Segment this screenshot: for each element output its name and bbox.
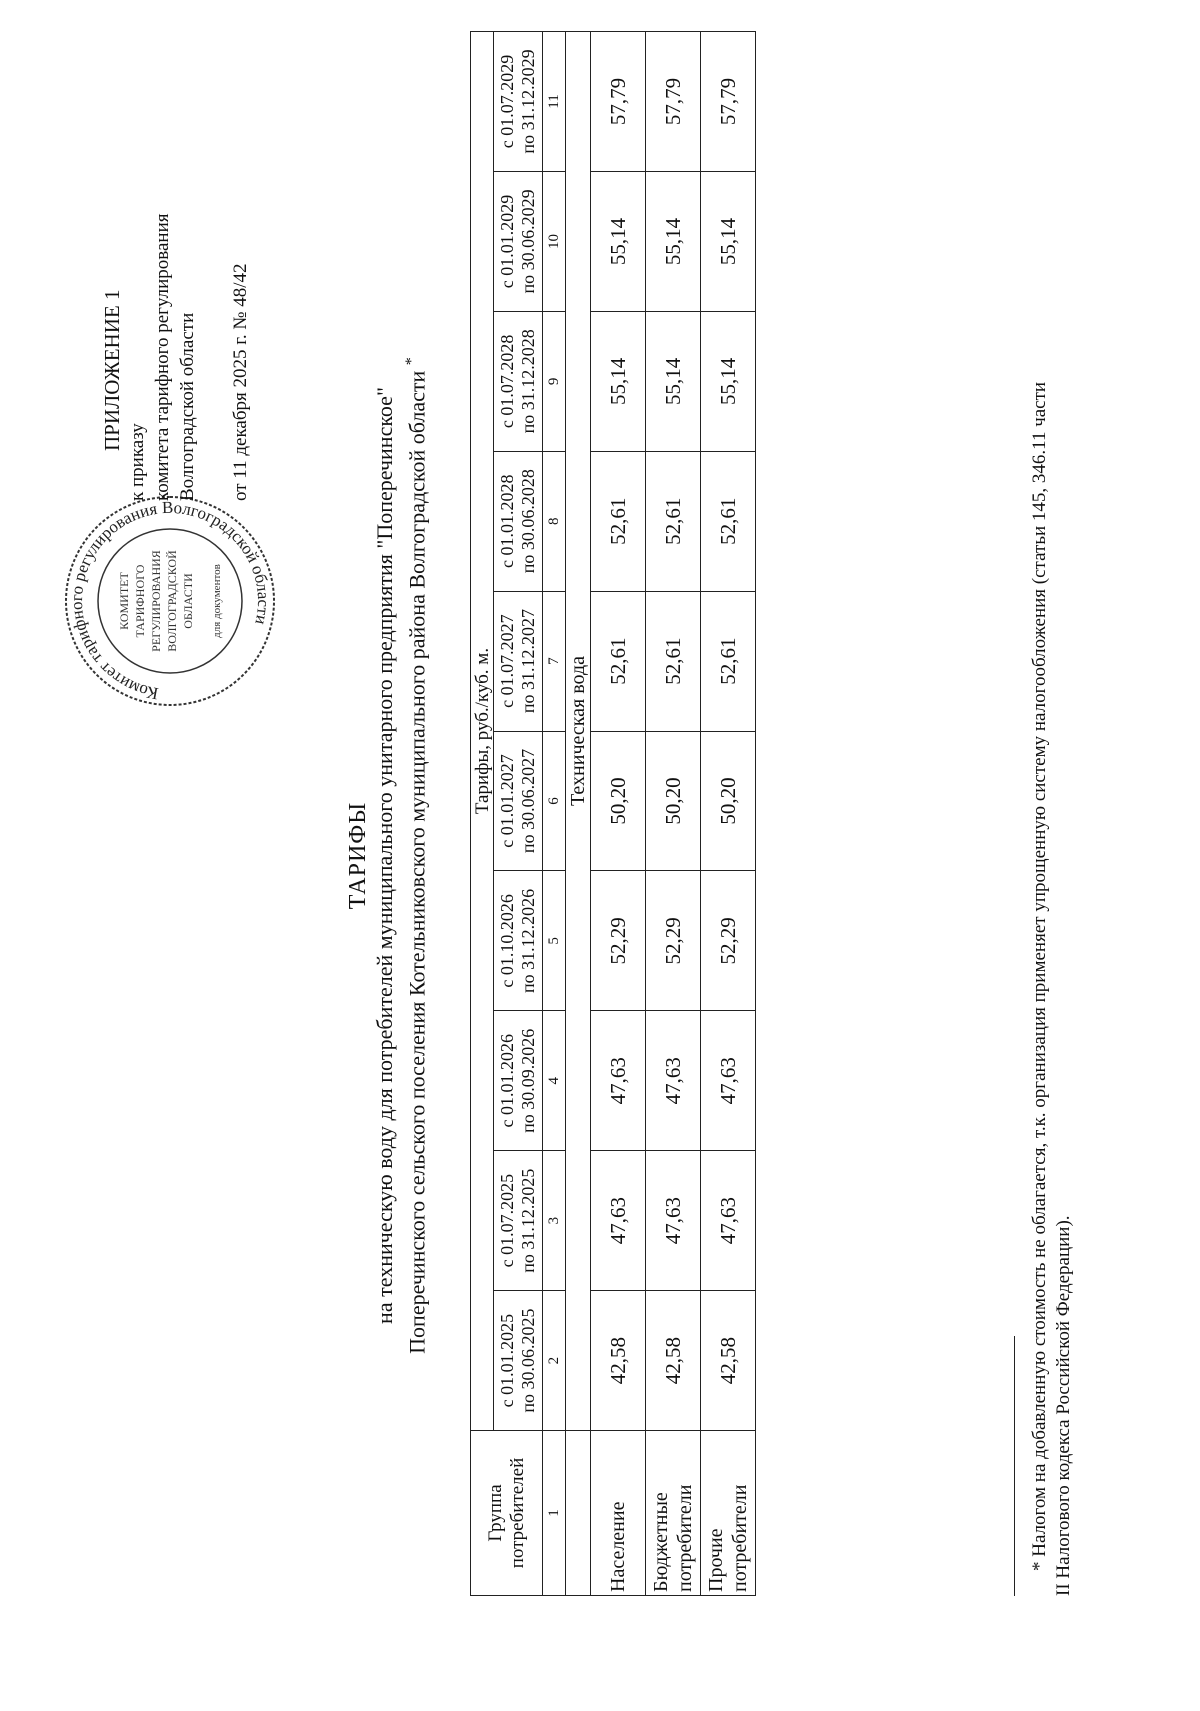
tariff-value-cell: 42,58	[591, 1291, 646, 1431]
column-number-cell: 1	[543, 1431, 566, 1596]
subtitle-text: Поперечинского сельского поселения Котельниковского муниципального района Волгоградской области	[404, 370, 430, 1354]
consumer-group-cell: Прочие потребители	[701, 1431, 756, 1596]
tariff-value-cell: 52,61	[646, 591, 701, 731]
tariff-value-cell: 50,20	[646, 731, 701, 871]
appendix-header	[100, 81, 253, 501]
period-to: по 31.12.2028	[518, 329, 538, 434]
document-title-block	[345, 0, 430, 1711]
appendix-title: ПРИЛОЖЕНИЕ 1	[100, 289, 124, 451]
document-subtitle-line2	[398, 0, 430, 1711]
period-to: по 30.06.2027	[518, 748, 538, 854]
footnote-divider	[1014, 1336, 1015, 1596]
stamp-inner-line: ОБЛАСТИ	[181, 573, 195, 629]
column-number-cell: 2	[543, 1291, 566, 1431]
tariff-value-cell: 55,14	[591, 171, 646, 311]
stamp-outer-text: Комитет тарифного регулирования Волгоградской области	[66, 497, 274, 704]
footnote	[1028, 36, 1076, 1596]
table-row	[591, 32, 646, 1596]
official-stamp	[60, 491, 280, 711]
tariff-value-cell: 50,20	[591, 731, 646, 871]
period-from: с 01.07.2029	[497, 54, 517, 149]
column-number-cell: 11	[543, 32, 566, 172]
footnote-mark: *	[403, 357, 420, 366]
stamp-inner-line: КОМИТЕТ	[117, 572, 131, 630]
tariff-value-cell: 57,79	[701, 32, 756, 172]
period-header-cell	[494, 731, 543, 871]
tariff-value-cell: 47,63	[646, 1011, 701, 1151]
tariff-value-cell: 47,63	[591, 1011, 646, 1151]
appendix-line: к приказу	[127, 423, 148, 501]
period-from: с 01.07.2025	[497, 1173, 517, 1268]
section-row	[566, 32, 591, 1596]
stamp-inner-line: ВОЛГОГРАДСКОЙ	[165, 550, 179, 652]
document-subtitle: на техническую воду для потребителей муниципального унитарного предприятия "Поперечинское"	[372, 387, 397, 1324]
tariff-value-cell: 47,63	[701, 1011, 756, 1151]
period-header-cell	[494, 1011, 543, 1151]
tariff-value-cell: 52,61	[701, 451, 756, 591]
period-header-cell	[494, 871, 543, 1011]
period-to: по 31.12.2025	[518, 1168, 538, 1273]
period-header-cell	[494, 451, 543, 591]
consumer-group-cell: Население	[591, 1431, 646, 1596]
table-row	[646, 32, 701, 1596]
tariff-value-cell: 52,61	[591, 591, 646, 731]
column-number-cell: 7	[543, 591, 566, 731]
period-to: по 30.09.2026	[518, 1028, 538, 1133]
section-title: Техническая вода	[566, 32, 591, 1431]
period-from: с 01.01.2028	[497, 474, 517, 568]
tariff-value-cell: 42,58	[646, 1291, 701, 1431]
period-header-cell	[494, 32, 543, 172]
column-number-cell: 10	[543, 171, 566, 311]
period-to: по 30.06.2028	[518, 469, 538, 574]
tariff-value-cell: 52,29	[646, 871, 701, 1011]
column-number-cell: 3	[543, 1151, 566, 1291]
period-header-cell	[494, 171, 543, 311]
column-number-cell: 5	[543, 871, 566, 1011]
tariff-value-cell: 52,29	[591, 871, 646, 1011]
appendix-date: от 11 декабря 2025 г. № 48/42	[230, 263, 251, 501]
document-title: ТАРИФЫ	[345, 801, 371, 910]
footnote-line: * Налогом на добавленную стоимость не облагается, т.к. организация применяет упрощенную систему налогообложения (статьи 145, 346.11 части	[1029, 381, 1050, 1571]
period-from: с 01.01.2027	[497, 754, 517, 848]
appendix-line: Волгоградской области	[177, 312, 198, 501]
tariff-value-cell: 55,14	[646, 311, 701, 451]
section-empty-cell	[566, 1431, 591, 1596]
tariff-value-cell: 55,14	[591, 311, 646, 451]
period-from: с 01.01.2029	[497, 194, 517, 289]
column-number-cell: 6	[543, 731, 566, 871]
group-column-header: Группа потребителей	[471, 1431, 543, 1596]
tariff-header: Тарифы, руб./куб. м.	[471, 32, 494, 1431]
column-number-cell: 4	[543, 1011, 566, 1151]
table-header-row	[471, 32, 494, 1596]
tariff-value-cell: 50,20	[701, 731, 756, 871]
period-from: с 01.01.2026	[497, 1034, 517, 1128]
tariff-table	[470, 31, 756, 1596]
consumer-group-cell: Бюджетные потребители	[646, 1431, 701, 1596]
tariff-value-cell: 47,63	[591, 1151, 646, 1291]
period-to: по 31.12.2027	[518, 609, 538, 714]
column-number-cell: 9	[543, 311, 566, 451]
appendix-line: комитета тарифного регулирования	[152, 213, 173, 501]
tariff-value-cell: 52,61	[701, 591, 756, 731]
period-header-cell	[494, 1291, 543, 1431]
period-to: по 30.06.2029	[518, 189, 538, 294]
table-row	[701, 32, 756, 1596]
tariff-value-cell: 52,29	[701, 871, 756, 1011]
period-from: с 01.10.2026	[497, 894, 517, 988]
period-to: по 31.12.2026	[518, 888, 538, 993]
tariff-value-cell: 55,14	[701, 171, 756, 311]
period-header-cell	[494, 311, 543, 451]
period-header-cell	[494, 1151, 543, 1291]
footnote-line: II Налогового кодекса Российской Федерации).	[1053, 1215, 1074, 1596]
period-to: по 30.06.2025	[518, 1308, 538, 1413]
column-number-row	[543, 32, 566, 1596]
tariff-value-cell: 52,61	[646, 451, 701, 591]
tariff-value-cell: 42,58	[701, 1291, 756, 1431]
column-number-cell: 8	[543, 451, 566, 591]
stamp-seal-icon	[60, 491, 280, 711]
tariff-value-cell: 52,61	[591, 451, 646, 591]
period-to: по 31.12.2029	[518, 49, 538, 154]
tariff-value-cell: 55,14	[646, 171, 701, 311]
period-header-cell	[494, 591, 543, 731]
stamp-inner-line: ТАРИФНОГО	[133, 564, 147, 638]
period-header-row	[494, 32, 543, 1596]
tariff-value-cell: 57,79	[646, 32, 701, 172]
tariff-value-cell: 47,63	[701, 1151, 756, 1291]
period-from: с 01.07.2027	[497, 614, 517, 708]
stamp-inner-line: РЕГУЛИРОВАНИЯ	[149, 550, 163, 652]
tariff-value-cell: 47,63	[646, 1151, 701, 1291]
period-from: с 01.01.2025	[497, 1313, 517, 1408]
tariff-value-cell: 57,79	[591, 32, 646, 172]
tariff-value-cell: 55,14	[701, 311, 756, 451]
stamp-bottom-text: для документов	[211, 564, 223, 638]
period-from: с 01.07.2028	[497, 334, 517, 429]
